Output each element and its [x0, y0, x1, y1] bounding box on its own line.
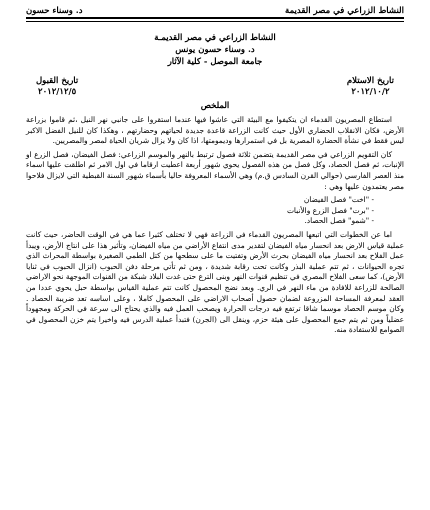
accepted-date [36, 76, 78, 98]
received-label: تاريخ الاستلام [346, 76, 394, 86]
received-value: ٢٠١٢/١٠/٢ [351, 87, 390, 97]
accepted-label: تاريخ القبول [36, 76, 79, 86]
header-rule [26, 21, 404, 22]
article-author: د. وسناء حسون يونس [175, 45, 255, 55]
season-item: - "برت" فصل الزرع والأنبات [26, 206, 374, 217]
running-header-title: النشاط الزراعي في مصر القديمة [285, 6, 404, 16]
accepted-value: ٢٠١٢/١٢/٥ [38, 87, 77, 97]
season-item: - "شمو" فصل الحصاد. [26, 216, 374, 227]
received-date [347, 76, 394, 98]
abstract-body [26, 115, 404, 336]
title-block [26, 32, 404, 68]
abstract-paragraph: كان التقويم الزراعي في مصر القديمة يتضمن ثلاثة فصول ترتبط بالنهر والموسم الزراعي: فصل الفيضان، فصل الزرع او الإنبات، ثم فصل الحصاد، وكل فصل من هذه الفصول يحوي شهور أربعة اعطيت ارقاما في اول الامر ثم اطلقت عليها اسماء منذ العصر الفارسي (حوالي القرن السادس ق.م) وهي الأسماء المعروفة حاليا بأسماء شهور السنة القبطية التي لايزال فلاحوا مصر يعتمدون عليها وهي : [26, 149, 404, 191]
article-affiliation: جامعة الموصل - كلية الآثار [167, 57, 263, 67]
abstract-heading: الملخص [200, 101, 230, 111]
seasons-list [26, 195, 404, 227]
abstract-paragraph: اما عن الخطوات التي اتبعها المصريون القدماء في الزراعة فهي لا تختلف كثيرا عما هي في الوقت الحاضر، حيث كانت عملية قياس الارض بعد انحسار مياه الفيضان لتقدير مدى انتفاع الأراضي من مياه الفيضان، وتأثير هذا على انتاج الأرض، ويبدأ عمل الفلاح بعد انحسار مياه الفيضان بحرث الأرض وتفتيت ما على سطحها من كتل الطمي الصغيرة بواسطة المحراث الذي تجره الحيوانات ، ثم تتم عملية البذر وكانت تحت رقابة شديدة ، ومن ثم تأتي مرحلة دفن الحبوب (انزال الحبوب في ثنايا الأرض)، كما سعى الفلاح المصري في تنظيم قنوات النهر وبنى الترع حتى غدت البلاد شبكة من القنوات الموجهة نحو الاراضي الصالحة للزراعة للافادة من ماء النهر في الري. وبعد نضج المحصول كانت تتم عملية القياس بواسطة حبل يحوي عددا من العقد لمعرفة المساحة المزروعة لضمان حصول أصحاب الاراضي على المحصول كاملا ، وعلى اساسه تعد ضريبة الحصاد . وكان موسم الحصاد موسما شاقا ترتفع فيه درجات الحرارة ويصحب العمل فيه والذي يحتاج الى سرعة في الحركة ومجهوداً عضلياً ومن ثم يتم جمع المحصول على هيئة حزم، وينقل الى (الجرن) فتبدأ عملية الدرس فيه واخيرا يتم خزن المحصول في الصوامع للاستفادة منه. [26, 229, 404, 335]
season-item: - "اخت" فصل الفيضان [26, 195, 374, 206]
abstract-paragraph: استطاع المصريون القدماء ان يتكيفوا مع البيئة التي عاشوا فيها عندما استقروا على جانبي نهر النيل ،ثم قاموا بزراعة الأرض، فكان الانقلاب الحضاري الأول حيث كانت الزراعة قاعدة جديدة لحياتهم وحضارتهم ، وهكذا كان للنيل الفضل الاكبر ليس فقط في نشأة الحضارة المصرية بل في استمرارها وديمومتها، اذا كان ولا يزال شريان الحياة لمصر والمصريين. [26, 115, 404, 146]
article-title: النشاط الزراعي في مصر القديمـة [154, 33, 276, 43]
running-header-author: د. وسناء حسون [26, 6, 83, 16]
running-header [26, 4, 404, 19]
dates-row [26, 76, 404, 98]
